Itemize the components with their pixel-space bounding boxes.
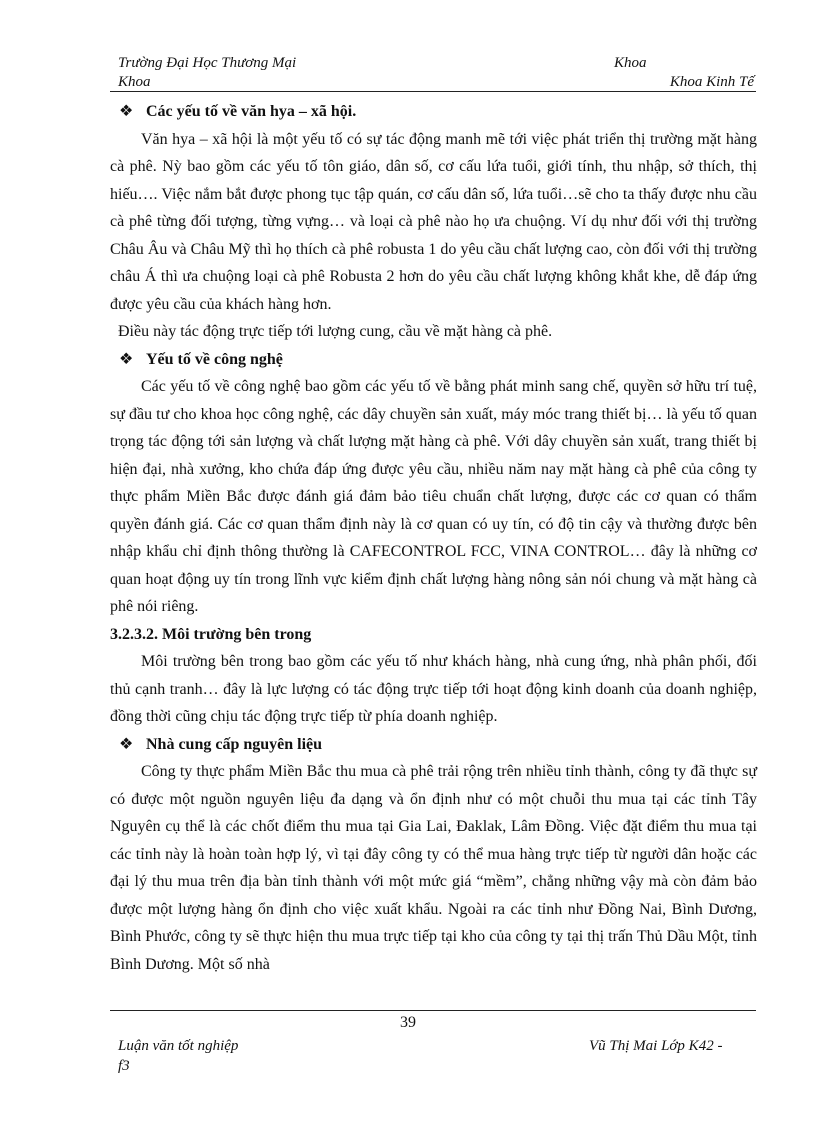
header-rule bbox=[110, 91, 756, 92]
footer-author: Vũ Thị Mai Lớp K42 - bbox=[589, 1038, 723, 1054]
section-heading-suppliers: ❖ Nhà cung cấp nguyên liệu bbox=[110, 731, 757, 759]
page-number: 39 bbox=[400, 1014, 416, 1031]
header-khoa-left: Khoa bbox=[118, 74, 151, 90]
header-faculty: Khoa Kinh Tế bbox=[669, 74, 754, 90]
bullet-diamond-icon: ❖ bbox=[119, 350, 134, 368]
paragraph-culture-note: Điều này tác động trực tiếp tới lượng cung, cầu về mặt hàng cà phê. bbox=[118, 323, 553, 340]
footer-class-code: f3 bbox=[118, 1058, 130, 1074]
footer-rule bbox=[110, 1010, 756, 1011]
bullet-diamond-icon: ❖ bbox=[119, 103, 134, 120]
paragraph-suppliers: Công ty thực phẩm Miền Bắc thu mua cà phê trải rộng trên nhiều tỉnh thành, công ty đã thực sự có được một nguồn nguyên liệu đa dạng và ổn định như có một chuỗi thu mua tại các tỉnh Tây Nguyên cụ thể là các chốt điểm thu mua tại Gia Lai, Đaklak, Lâm Đồng. Việc đặt điểm thu mua tại các tỉnh này là hoàn toàn hợp lý, vì tại đây công ty có thể mua hàng trực tiếp từ người dân hoặc các đại lý thu mua trên địa bàn tỉnh thành với một mức giá “mềm”, chẳng những vậy mà còn đảm bảo được một lượng hàng ổn định cho việc xuất khẩu. Ngoài ra các tỉnh như Đồng Nai, Bình Dương, Bình Phước, công ty sẽ thực hiện thu mua trực tiếp tại kho của công ty tại thị trấn Thủ Dầu Một, tỉnh Bình Dương. Một số nhà bbox=[110, 763, 757, 973]
document-body bbox=[110, 98, 757, 978]
paragraph-technology: Các yếu tố về công nghệ bao gồm các yếu tố về bằng phát minh sang chế, quyền sở hữu trí tuệ, sự đầu tư cho khoa học công nghệ, các dây chuyền sản xuất, máy móc trang thiết bị… là yếu tố quan trọng tác động tới sản lượng và chất lượng mặt hàng cà phê. Với dây chuyền sản xuất, trang thiết bị hiện đại, nhà xưởng, kho chứa đáp ứng được yêu cầu, nhiều năm nay mặt hàng cà phê của công ty thực phẩm Miền Bắc được đánh giá đảm bảo tiêu chuẩn chất lượng, được các cơ quan có thẩm quyền đánh giá. Các cơ quan thẩm định này là cơ quan có uy tín, có độ tin cậy và thường được bên nhập khẩu chỉ định thông thường là CAFECONTROL FCC, VINA CONTROL… đây là những cơ quan hoạt động uy tín trong lĩnh vực kiểm định chất lượng hàng nông sản nói chung và mặt hàng cà phê nói riêng. bbox=[110, 378, 757, 615]
paragraph-internal-environment: Môi trường bên trong bao gồm các yếu tố như khách hàng, nhà cung ứng, nhà phân phối, đối thủ cạnh tranh… đây là lực lượng có tác động trực tiếp tới hoạt động kinh doanh của doanh nghiệp, đồng thời cũng chịu tác động trực tiếp từ phía doanh nghiệp. bbox=[110, 653, 757, 725]
header-university: Trường Đại Học Thương Mại bbox=[118, 55, 297, 71]
footer-thesis-label: Luận văn tốt nghiệp bbox=[118, 1038, 239, 1054]
bullet-diamond-icon: ❖ bbox=[119, 735, 134, 753]
section-heading-technology: ❖ Yếu tố về công nghệ bbox=[110, 346, 757, 374]
section-heading-internal-environment: 3.2.3.2. Môi trường bên trong bbox=[110, 625, 312, 643]
section-heading-culture: ❖ Các yếu tố về văn hya – xã hội. bbox=[110, 98, 757, 126]
paragraph-culture: Văn hya – xã hội là một yếu tố có sự tác động manh mẽ tới việc phát triển thị trường mặt hàng cà phê. Nỳ bao gồm các yếu tố tôn giáo, dân số, cơ cấu lứa tuổi, giới tính, thu nhập, sở thích, thị hiếu…. Việc nắm bắt được phong tục tập quán, cơ cấu dân số, lứa tuổi…sẽ cho ta thấy được nhu cầu cà phê từng đối tượng, từng vựng… và loại cà phê nào họ ưa chuộng. Ví dụ như đối với thị trường Châu Âu và Châu Mỹ thì họ thích cà phê robusta 1 do yêu cầu chất lượng cao, còn đối với thị trường châu Á thì ưa chuộng loại cà phê Robusta 2 hơn do yêu cầu chất lượng không khắt khe, dễ đáp ứng được yêu cầu của khách hàng hơn. bbox=[110, 130, 757, 313]
header-khoa: Khoa bbox=[614, 55, 647, 71]
